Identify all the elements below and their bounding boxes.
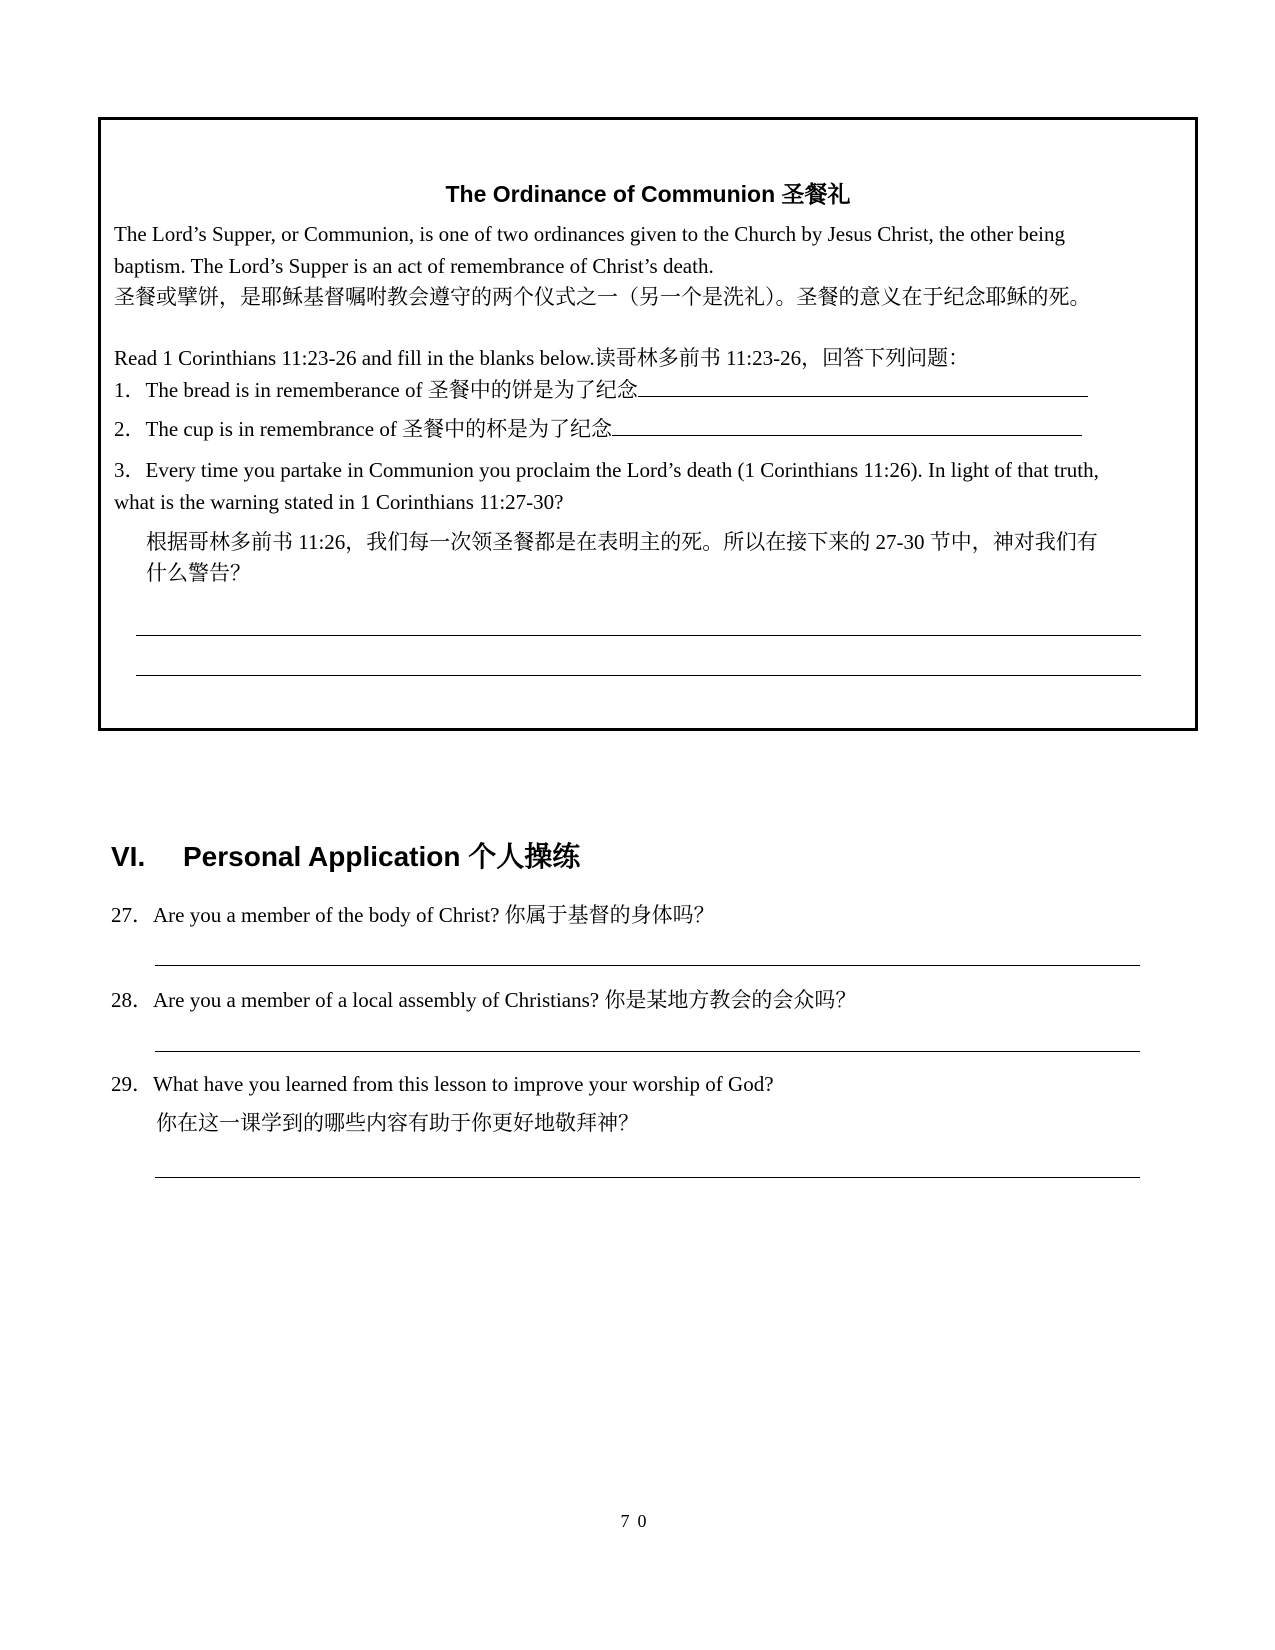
question-28-answer-line[interactable] xyxy=(155,1051,1140,1052)
question-3-en-line-1: 3．Every time you partake in Communion you proclaim the Lord’s death (1 Corinthians 11:26). In light of that truth, xyxy=(114,458,1099,482)
page-number: 70 xyxy=(620,1511,655,1531)
read-instruction: Read 1 Corinthians 11:23-26 and fill in the blanks below.读哥林多前书 11:23-26，回答下列问题： xyxy=(114,346,970,370)
question-3-zh-line-1: 根据哥林多前书 11:26，我们每一次领圣餐都是在表明主的死。所以在接下来的 27-30 节中，神对我们有 xyxy=(146,530,1098,554)
intro-zh-line: 圣餐或擘饼，是耶稣基督嘱咐教会遵守的两个仪式之一（另一个是洗礼）。圣餐的意义在于纪念耶稣的死。 xyxy=(114,285,1091,309)
intro-en-line-1: The Lord’s Supper, or Communion, is one of two ordinances given to the Church by Jesus Christ, the other being xyxy=(114,222,1066,246)
question-2-text: 2．The cup is in remembrance of 圣餐中的杯是为了纪念 xyxy=(114,417,613,441)
question-1-text: 1．The bread is in rememberance of 圣餐中的饼是为了纪念 xyxy=(114,378,638,402)
question-2 xyxy=(114,413,1082,445)
communion-box xyxy=(98,117,1198,731)
section-title: Personal Application 个人操练 xyxy=(183,841,581,872)
question-3-zh-line-2: 什么警告？ xyxy=(146,561,251,585)
communion-title: The Ordinance of Communion 圣餐礼 xyxy=(445,181,851,207)
question-29-en: 29．What have you learned from this lesson to improve your worship of God? xyxy=(111,1072,774,1096)
question-28: 28．Are you a member of a local assembly of Christians? 你是某地方教会的会众吗？ xyxy=(111,988,857,1012)
question-1 xyxy=(114,374,1088,406)
question-27: 27．Are you a member of the body of Christ? 你属于基督的身体吗？ xyxy=(111,903,715,927)
question-29-zh: 你在这一课学到的哪些内容有助于你更好地敬拜神？ xyxy=(156,1111,639,1135)
section-numeral: VI. xyxy=(111,841,146,872)
question-27-answer-line[interactable] xyxy=(155,965,1140,966)
question-29-answer-line[interactable] xyxy=(155,1177,1140,1178)
intro-en-line-2: baptism. The Lord’s Supper is an act of remembrance of Christ’s death. xyxy=(114,254,714,278)
question-3-answer-line-2[interactable] xyxy=(136,675,1141,676)
question-1-answer-blank[interactable] xyxy=(638,376,1088,397)
question-3-answer-line-1[interactable] xyxy=(136,635,1141,636)
question-3-en-line-2: what is the warning stated in 1 Corinthians 11:27-30? xyxy=(114,490,564,514)
question-2-answer-blank[interactable] xyxy=(612,415,1082,436)
